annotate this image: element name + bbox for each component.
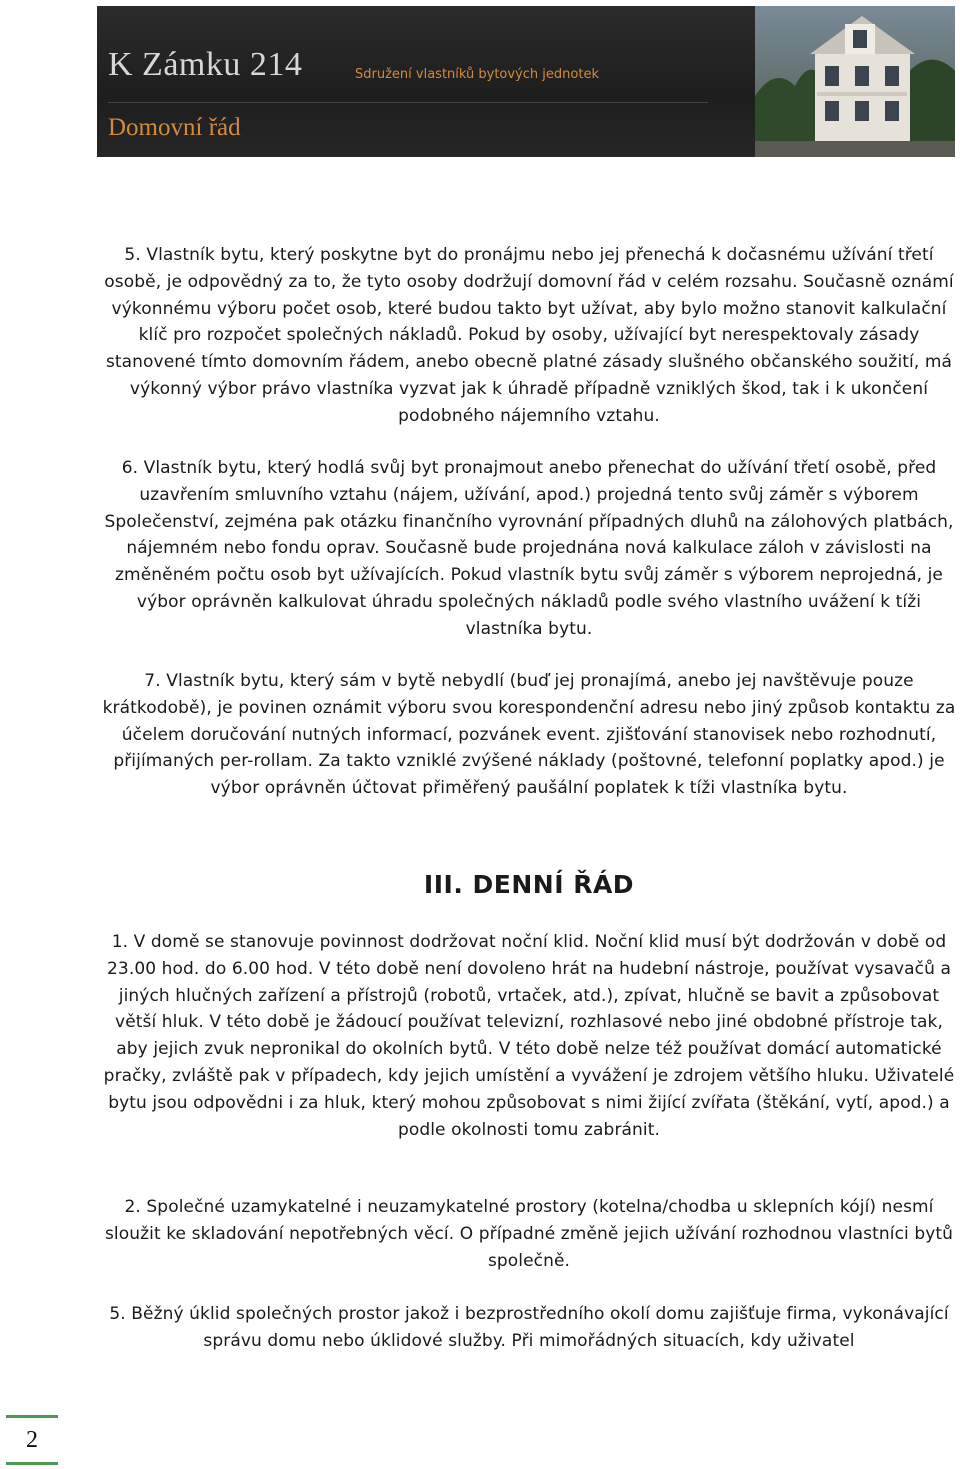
section3-item-5: 5. Běžný úklid společných prostor jakož i bezprostředního okolí domu zajišťuje firma, vykonávající správu domu nebo úklidové služby. Při mimořádných situacích, kdy uživatel bbox=[109, 1304, 949, 1351]
section3-item-1: 1. V domě se stanovuje povinnost dodržovat noční klid. Noční klid musí být dodržován v době od 23.00 hod. do 6.00 hod. V této době není dovoleno hrát na hudební nástroje, používat vysavačů a jiných hlučných zařízení a přístrojů (robotů, vrtaček, atd.), zpívat, hlučně se bavit a způsobovat větší hluk. V této době je žádoucí používat televizní, rozhlasové nebo jiné obdobné přístroje tak, aby jejich zvuk nepronikal do okolních bytů. V této době nelze též používat domácí automatické pračky, zvláště pak v případech, kdy jejich umístění a vyvážení je zdrojem většího hluku. Uživatelé bytu jsou odpovědni i za hluk, který mohou způsobovat s nimi žijící zvířata (štěkání, vytí, apod.) a podle okolnosti tomu zabránit. bbox=[103, 932, 955, 1140]
header-divider bbox=[108, 102, 708, 103]
page-number: 2 bbox=[6, 1415, 58, 1465]
header-subtitle: Sdružení vlastníků bytových jednotek bbox=[355, 67, 599, 82]
header-title: K Zámku 214 bbox=[108, 46, 303, 83]
paragraph-6: 6. Vlastník bytu, který hodlá svůj byt pronajmout anebo přenechat do užívání třetí osobě, před uzavřením smluvního vztahu (nájem, užívání, apod.) projedná tento svůj záměr s výborem Společenství, zejména pak otázku finančního vyrovnání případných dluhů na zálohových platbách, nájemném nebo fondu oprav. Současně bude projednána nová kalkulace záloh v závislosti na změněném počtu osob byt užívajících. Pokud vlastník bytu svůj záměr s výborem neprojedná, je výbor oprávněn kalkulovat úhradu společných nákladů podle svého vlastního uvážení k tíži vlastníka bytu. bbox=[104, 458, 954, 639]
section-heading: III. DENNÍ ŘÁD bbox=[423, 870, 635, 899]
building-photo bbox=[755, 6, 955, 157]
header-section-title: Domovní řád bbox=[108, 114, 241, 141]
paragraph-7: 7. Vlastník bytu, který sám v bytě nebydlí (buď jej pronajímá, anebo jej navštěvuje pouze krátkodobě), je povinen oznámit výboru svou korespondenční adresu nebo jiný způsob kontaktu za účelem doručování nutných informací, pozvánek event. zjišťování stanovisek nebo rozhodnutí, přijímaných per-rollam. Za takto vzniklé zvýšené náklady (poštovné, telefonní poplatky apod.) je výbor oprávněn účtovat přiměřený paušální poplatek k tíži vlastníka bytu. bbox=[102, 671, 956, 799]
paragraph-5: 5. Vlastník bytu, který poskytne byt do pronájmu nebo jej přenechá k dočasnému užívání třetí osobě, je odpovědný za to, že tyto osoby dodržují domovní řád v celém rozsahu. Současně oznámí výkonnému výboru počet osob, které budou takto byt užívat, aby bylo možno stanovit kalkulační klíč pro rozpočet společných nákladů. Pokud by osoby, užívající byt nerespektovaly zásady stanovené tímto domovním řádem, anebo obecně platné zásady slušného občanského soužití, má výkonný výbor právo vlastníka vyzvat jak k úhradě případně vzniklých škod, tak i k ukončení podobného nájemního vztahu. bbox=[104, 245, 954, 426]
section3-item-2: 2. Společné uzamykatelné i neuzamykatelné prostory (kotelna/chodba u sklepních kójí) nesmí sloužit ke skladování nepotřebných věcí. O případné změně jejich užívání rozhodnou vlastníci bytů společně. bbox=[104, 1197, 954, 1271]
document-header-banner bbox=[97, 6, 955, 157]
